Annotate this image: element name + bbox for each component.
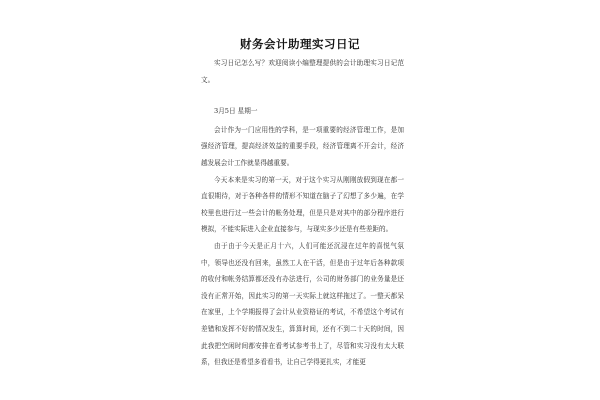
document-body [201, 55, 404, 371]
diary-date: 3月5日 星期一 [214, 107, 258, 116]
body-paragraph: 会计作为一门应用性的学科，是一项重要的经济管理工作，是加强经济管理，提高经济效益的重要手段，经济管理离不开会计，经济越发展会计工作就显得越重要。 [201, 125, 404, 167]
body-paragraph: 今天本来是实习的第一天，对于这个实习从刚刚放假到现在都一直很期待，对于各种各样的情形不知道在脑子了幻想了多少遍，在学校里也进行过一些会计的帐务处理，但是只是对其中的部分程序进行模拟，不能实际进入企业直接参与，与现实多少还是有些差距的。 [201, 175, 404, 234]
document-title: 财务会计助理实习日记 [240, 37, 360, 51]
intro-paragraph: 实习日记怎么写？欢迎阅读小编整理提供的会计助理实习日记范文。 [201, 59, 404, 84]
body-paragraph: 由于由于今天是正月十六，人们可能还沉浸在过年的喜悦气氛中，领导也还没有回来，虽然工人在干活，但是由于过年后各种款项的收付和帐务结算都还没有办法进行，公司的财务部门的业务量是还没有正常开始，因此实习的第一天实际上就这样拖过了。一整天都呆在家里，上个学期报得了会计从业资格证的考试，不希望这个考试有差错和发挥不好的情况发生，算算时间，还有不到二十天的时间，因此我把空闲时间都安排在看考试参考书上了，尽管和实习没有太大联系，但我还是希望多看看书，让自己学得更扎实，才能更 [201, 241, 404, 367]
